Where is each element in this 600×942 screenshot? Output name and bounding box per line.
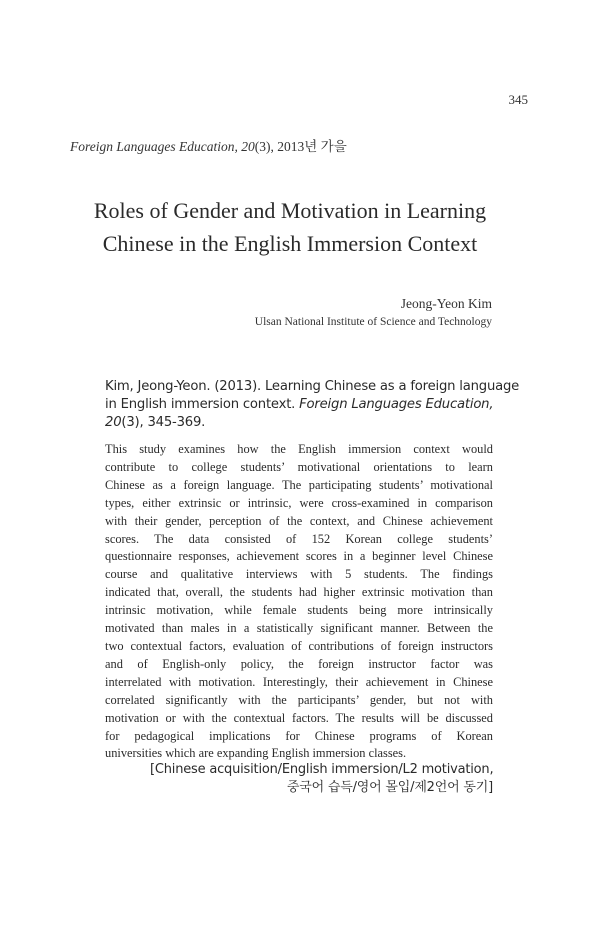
abstract-line: intrinsic motivation, while female students being more intrinsically [105, 603, 493, 618]
abstract-line: questionnaire responses, achievement scores in a beginner level Chinese [105, 549, 493, 564]
abstract-line: scores. The data consisted of 152 Korean college students’ [105, 531, 493, 546]
keywords-line: [Chinese acquisition/English immersion/L2 motivation, [150, 762, 494, 777]
citation-line [105, 414, 493, 432]
abstract-line: interrelated with motivation. Interestingly, their achievement in Chinese [105, 674, 493, 689]
abstract-line: motivation or with the contextual factors. The results will be discussed [105, 710, 493, 725]
abstract-line: indicated that, overall, the students had higher extrinsic motivation than [105, 585, 493, 600]
abstract-line: course and qualitative interviews with 5 students. The findings [105, 567, 493, 582]
citation-line: Kim, Jeong-Yeon. (2013). Learning Chinese as a foreign language [105, 379, 520, 394]
citation-line [105, 396, 493, 414]
abstract-line: correlated significantly with the participants’ gender, but not with [105, 692, 493, 707]
journal-header [70, 135, 510, 155]
abstract-line: for pedagogical implications for Chinese programs of Korean [105, 728, 493, 743]
keywords [150, 761, 493, 797]
citation-pages: (3), 345-369. [121, 415, 206, 430]
citation-volume: 20 [105, 415, 122, 430]
title-line: Chinese in the English Immersion Context [102, 231, 478, 256]
author-affiliation: Ulsan National Institute of Science and Technology [254, 316, 492, 328]
journal-issue-date: (3), 2013년 가을 [254, 139, 347, 154]
citation [105, 378, 520, 432]
page-number: 345 [508, 92, 528, 107]
abstract-line: motivated than males in a statistically significant manner. Between the [105, 621, 493, 636]
abstract [105, 441, 493, 763]
journal-name: Foreign Languages Education, [70, 139, 238, 154]
citation-journal: Foreign Languages Education, [299, 397, 494, 412]
abstract-line: two contextual factors, evaluation of contributions of foreign instructors [105, 638, 493, 653]
journal-volume: 20 [241, 139, 255, 154]
citation-text: in English immersion context. [105, 397, 296, 412]
abstract-line: with their gender, perception of the context, and Chinese achievement [105, 513, 493, 528]
keywords-line: 중국어 습득/영어 몰입/제2언어 동기] [286, 780, 493, 795]
abstract-line: universities which are expanding English immersion classes. [105, 746, 407, 761]
abstract-line: Chinese as a foreign language. The participating students’ motivational [105, 477, 493, 492]
abstract-line: and of English-only policy, the foreign instructor factor was [105, 656, 493, 671]
title-line: Roles of Gender and Motivation in Learning [93, 198, 487, 223]
author-name: Jeong-Yeon Kim [400, 296, 492, 311]
abstract-line: contribute to college students’ motivational orientations to learn [105, 459, 493, 474]
abstract-line: types, either extrinsic or intrinsic, were cross-examined in comparison [105, 495, 493, 510]
abstract-line: This study examines how the English immersion context would [105, 442, 493, 456]
paper-title [60, 194, 520, 260]
